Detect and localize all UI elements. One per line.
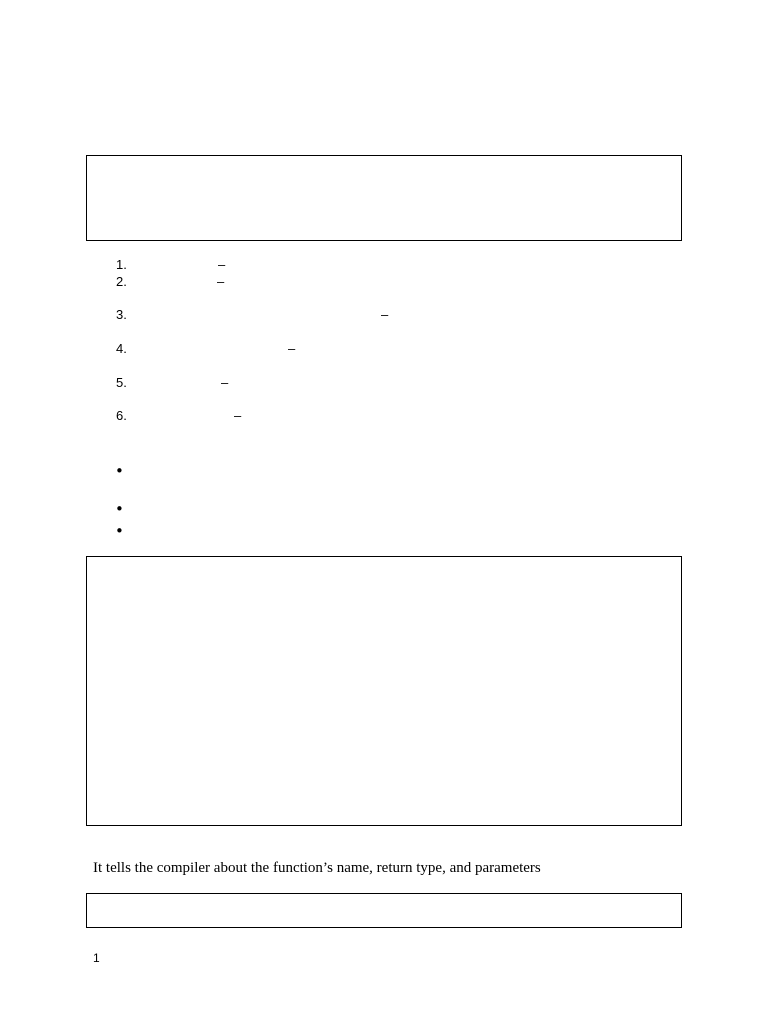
list-item-3-number: 3. [116,307,127,322]
list-item-3-dash: – [381,307,389,322]
list-item-1-number: 1. [116,257,127,272]
text-box-middle [86,556,682,826]
bullet-item-3-marker: • [115,522,124,540]
list-item-6-dash: – [234,408,242,423]
page-number: 1 [93,951,100,965]
bullet-item-1-marker: • [115,462,124,480]
list-item-5-number: 5. [116,375,127,390]
list-item-4-dash: – [288,341,296,356]
list-item-1-dash: – [218,257,226,272]
list-item-6-number: 6. [116,408,127,423]
body-paragraph: It tells the compiler about the function’s name, return type, and parameters [93,860,541,876]
list-item-4-number: 4. [116,341,127,356]
list-item-5-dash: – [221,375,229,390]
list-item-2-number: 2. [116,274,127,289]
bullet-item-2-marker: • [115,500,124,518]
text-box-bottom [86,893,682,928]
text-box-top [86,155,682,241]
list-item-2-dash: – [217,274,225,289]
